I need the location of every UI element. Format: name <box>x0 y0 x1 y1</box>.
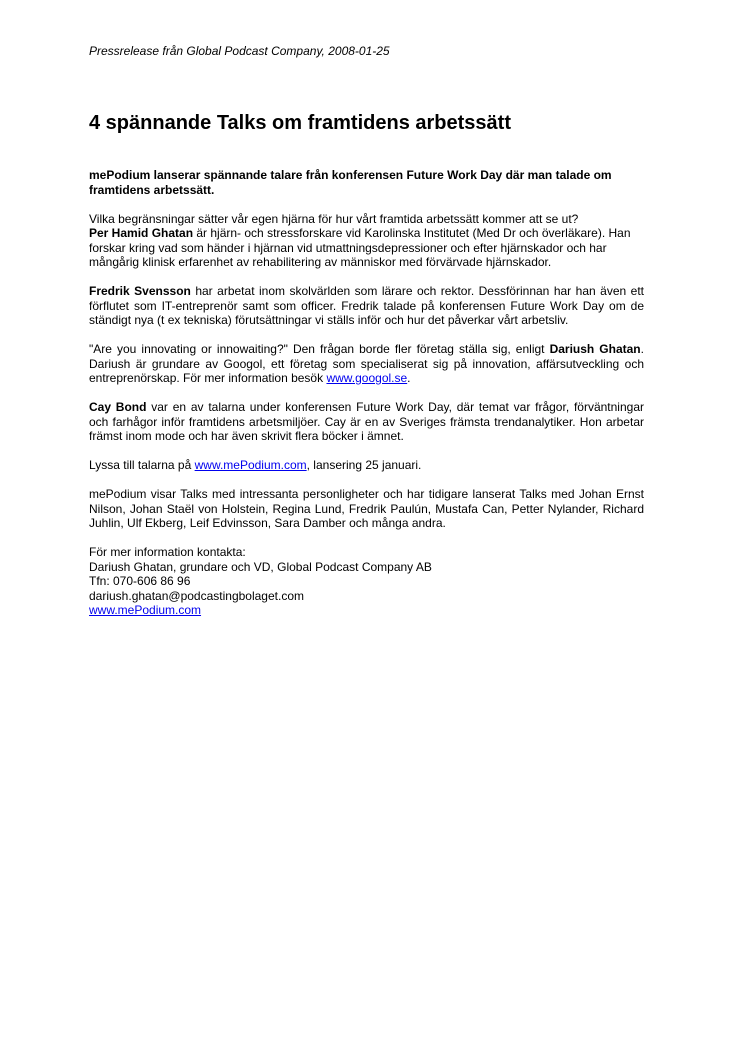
speaker-name: Cay Bond <box>89 400 147 414</box>
speaker-name: Dariush Ghatan <box>549 342 641 356</box>
paragraph-text: är hjärn- och stressforskare vid Karolinska Institutet (Med Dr och överläkare). Han forskar kring vad som händer i hjärnan vid utmattningsdepressioner och efter hjärnskador och har mångårig klinisk erfarenhet av rehabilitering av människor med förvärvade hjärnskador. <box>89 226 631 269</box>
mepodium-link[interactable]: www.mePodium.com <box>194 458 307 472</box>
intro-question: Vilka begränsningar sätter vår egen hjärna för hur vårt framtida arbetssätt kommer att se ut? <box>89 211 579 226</box>
contact-person: Dariush Ghatan, grundare och VD, Global Podcast Company AB <box>89 559 432 574</box>
paragraph-text: var en av talarna under konferensen Future Work Day, där temat var frågor, förväntningar och farhågor inför framtidens arbetsmiljöer. Cay är en av Sveriges främsta trendanalytiker. Hon arbetar främst inom mode och har även skrivit flera böcker i ämnet. <box>89 400 644 443</box>
paragraph-text: har arbetat inom skolvärlden som lärare och rektor. Dessförinnan har han även ett förflutet som IT-entreprenör samt som officer. Fredrik talade på konferensen Future Work Day om de ständigt nya (t ex tekniska) förutsättningar vi ställs inför och hur det påverkar vårt arbetsliv. <box>89 284 644 327</box>
paragraph-previous-talks: mePodium visar Talks med intressanta personligheter och har tidigare lanserat Talks med Johan Ernst Nilson, Johan Staël von Holstein, Regina Lund, Fredrik Paulún, Mustafa Can, Petter Nylander, Richard Juhlin, Ulf Ekberg, Leif Edvinsson, Sara Damber och många andra. <box>89 487 644 530</box>
paragraph-text: Lyssa till talarna på <box>89 458 195 472</box>
paragraph-dariush-ghatan <box>89 342 644 386</box>
press-release-header: Pressrelease från Global Podcast Company, 2008-01-25 <box>89 44 390 58</box>
document-body <box>89 168 644 632</box>
paragraph-end: . <box>407 371 411 385</box>
speaker-name: Per Hamid Ghatan <box>89 226 194 240</box>
page-title: 4 spännande Talks om framtidens arbetssätt <box>89 112 511 134</box>
paragraph-text: "Are you innovating or innowaiting?" Den frågan borde fler företag ställa sig, enligt <box>89 342 550 356</box>
paragraph-cay-bond <box>89 400 644 444</box>
googol-link[interactable]: www.googol.se <box>326 371 408 385</box>
contact-block <box>89 545 644 618</box>
lead-paragraph: mePodium lanserar spännande talare från konferensen Future Work Day där man talade om framtidens arbetssätt. <box>89 168 612 197</box>
paragraph-text: . Dariush är grundare av Googol, ett företag som specialiserat sig på innovation, affärsutveckling och entreprenörskap. För mer information besök <box>89 342 644 385</box>
paragraph-listen <box>89 458 644 473</box>
contact-web-link[interactable]: www.mePodium.com <box>89 603 202 617</box>
paragraph-text: , lansering 25 januari. <box>306 458 422 472</box>
contact-email: dariush.ghatan@podcastingbolaget.com <box>89 588 304 603</box>
paragraph-per-hamid-ghatan <box>89 212 644 270</box>
contact-phone: Tfn: 070-606 86 96 <box>89 574 191 588</box>
speaker-name: Fredrik Svensson <box>89 284 191 298</box>
paragraph-fredrik-svensson <box>89 284 644 328</box>
contact-intro: För mer information kontakta: <box>89 545 246 559</box>
